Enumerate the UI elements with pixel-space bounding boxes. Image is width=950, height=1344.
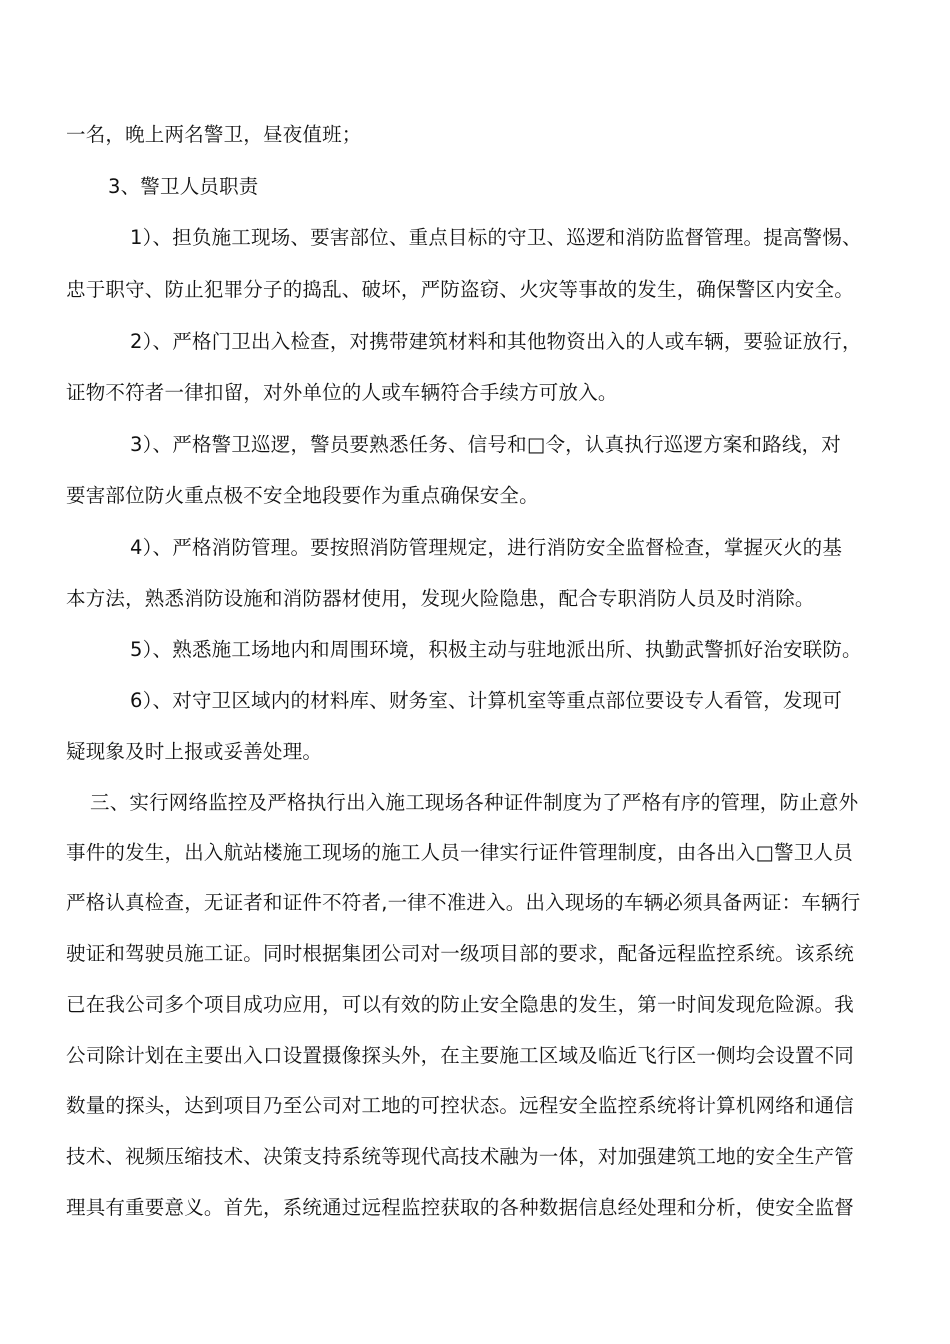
text-line: 证物不符者一律扣留，对外单位的人或车辆符合手续方可放入。: [66, 381, 618, 404]
text-line: 技术、视频压缩技术、决策支持系统等现代高技术融为一体，对加强建筑工地的安全生产管: [66, 1145, 855, 1168]
text-line: 要害部位防火重点极不安全地段要作为重点确保安全。: [66, 484, 539, 507]
text-line: 事件的发生，出入航站楼施工现场的施工人员一律实行证件管理制度，由各出入□警卫人员: [66, 841, 853, 864]
section-heading: 3、警卫人员职责: [108, 175, 259, 198]
text-line: 忠于职守、防止犯罪分子的捣乱、破坏，严防盗窃、火灾等事故的发生，确保警区内安全。: [66, 278, 855, 301]
text-line: 4）、严格消防管理。要按照消防管理规定，进行消防安全监督检查，掌握灭火的基: [130, 536, 843, 559]
text-line: 公司除计划在主要出入口设置摄像探头外，在主要施工区域及临近飞行区一侧均会设置不同: [66, 1044, 855, 1067]
text-line: 严格认真检查，无证者和证件不符者,一律不准进入。出入现场的车辆必须具备两证：车辆行: [66, 891, 861, 914]
text-line: 驶证和驾驶员施工证。同时根据集团公司对一级项目部的要求，配备远程监控系统。该系统: [66, 942, 855, 965]
text-line: 1）、担负施工现场、要害部位、重点目标的守卫、巡逻和消防监督管理。提高警惕、: [130, 226, 862, 249]
text-line: 理具有重要意义。首先，系统通过远程监控获取的各种数据信息经处理和分析，使安全监督: [66, 1196, 855, 1219]
text-line: 已在我公司多个项目成功应用，可以有效的防止安全隐患的发生，第一时间发现危险源。我: [66, 993, 855, 1016]
text-line: 疑现象及时上报或妥善处理。: [66, 740, 323, 763]
text-line: 3）、严格警卫巡逻，警员要熟悉任务、信号和□令，认真执行巡逻方案和路线，对: [130, 433, 841, 456]
text-line: 数量的探头，达到项目乃至公司对工地的可控状态。远程安全监控系统将计算机网络和通信: [66, 1094, 855, 1117]
text-line: 本方法，熟悉消防设施和消防器材使用，发现火险隐患，配合专职消防人员及时消除。: [66, 587, 815, 610]
text-line: 5）、熟悉施工场地内和周围环境，积极主动与驻地派出所、执勤武警抓好治安联防。: [130, 638, 862, 661]
text-line: 6）、对守卫区域内的材料库、财务室、计算机室等重点部位要设专人看管，发现可: [130, 689, 843, 712]
section-paragraph-start: 三、实行网络监控及严格执行出入施工现场各种证件制度为了严格有序的管理，防止意外: [90, 791, 859, 814]
text-line: 2）、严格门卫出入检查，对携带建筑材料和其他物资出入的人或车辆，要验证放行，: [130, 330, 862, 353]
text-line: 一名，晚上两名警卫，昼夜值班；: [66, 123, 362, 146]
